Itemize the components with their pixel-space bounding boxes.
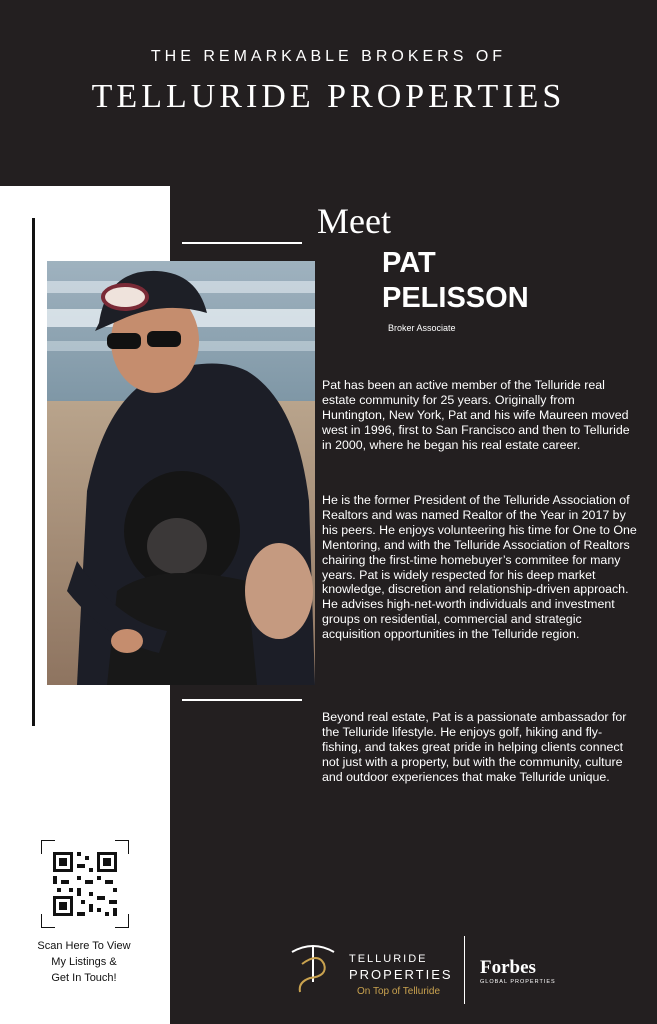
footer-divider <box>464 936 465 1004</box>
logo-tagline: On Top of Telluride <box>357 986 441 997</box>
header-title: TELLURIDE PROPERTIES <box>91 78 566 115</box>
qr-caption <box>14 938 154 986</box>
broker-role: Broker Associate <box>388 323 456 333</box>
vertical-accent-line <box>32 218 35 726</box>
bio-paragraph-2: He is the former President of the Telluride Association of Realtors and was named Realtor of the Year in 2017 by his peers. He enjoys volunteering his time for One to One Mentoring, and with the Telluride Association of Realtors chairing the first-time homebuyer’s commitee for many years. Pat is widely respected for his deep market knowledge, discretion and relationship-driven approach. He advises high-net-worth individuals and investment groups on residential, commercial and strategic acquisition opportunities in the Telluride region. <box>322 493 637 642</box>
bio-paragraph-3: Beyond real estate, Pat is a passionate ambassador for the Telluride lifestyle. He enjoys golf, hiking and fly-fishing, and takes great pride in helping clients connect not just with a property, but with the community, culture and outdoor experiences that make Telluride unique. <box>322 710 627 784</box>
qr-caption-line-1: Scan Here To View <box>37 940 131 952</box>
telluride-logo-icon <box>288 942 338 994</box>
logo-text-line-1: TELLURIDE <box>349 953 428 965</box>
meet-heading: Meet <box>317 201 391 241</box>
qr-caption-line-2: My Listings & <box>51 956 117 968</box>
broker-first-name: PAT <box>382 247 436 279</box>
accent-line-bottom <box>182 699 302 701</box>
logo-text-line-2: PROPERTIES <box>349 967 453 982</box>
accent-line-top <box>182 242 302 244</box>
broker-photo <box>47 261 315 685</box>
broker-last-name: PELISSON <box>382 282 529 314</box>
broker-name <box>382 246 529 316</box>
qr-caption-line-3: Get In Touch! <box>51 972 117 984</box>
bio-paragraph-1: Pat has been an active member of the Telluride real estate community for 25 years. Originally from Huntington, New York, Pat and his wife Maureen moved west in 1996, first to San Francisco and then to Telluride in 2000, where he began his real estate career. <box>322 378 630 452</box>
qr-code[interactable] <box>41 840 129 928</box>
header-subtitle: THE REMARKABLE BROKERS OF <box>150 48 507 65</box>
partner-logo-subtitle: GLOBAL PROPERTIES <box>480 979 556 985</box>
partner-logo: Forbes <box>480 957 536 978</box>
qr-code-icon <box>41 840 129 928</box>
